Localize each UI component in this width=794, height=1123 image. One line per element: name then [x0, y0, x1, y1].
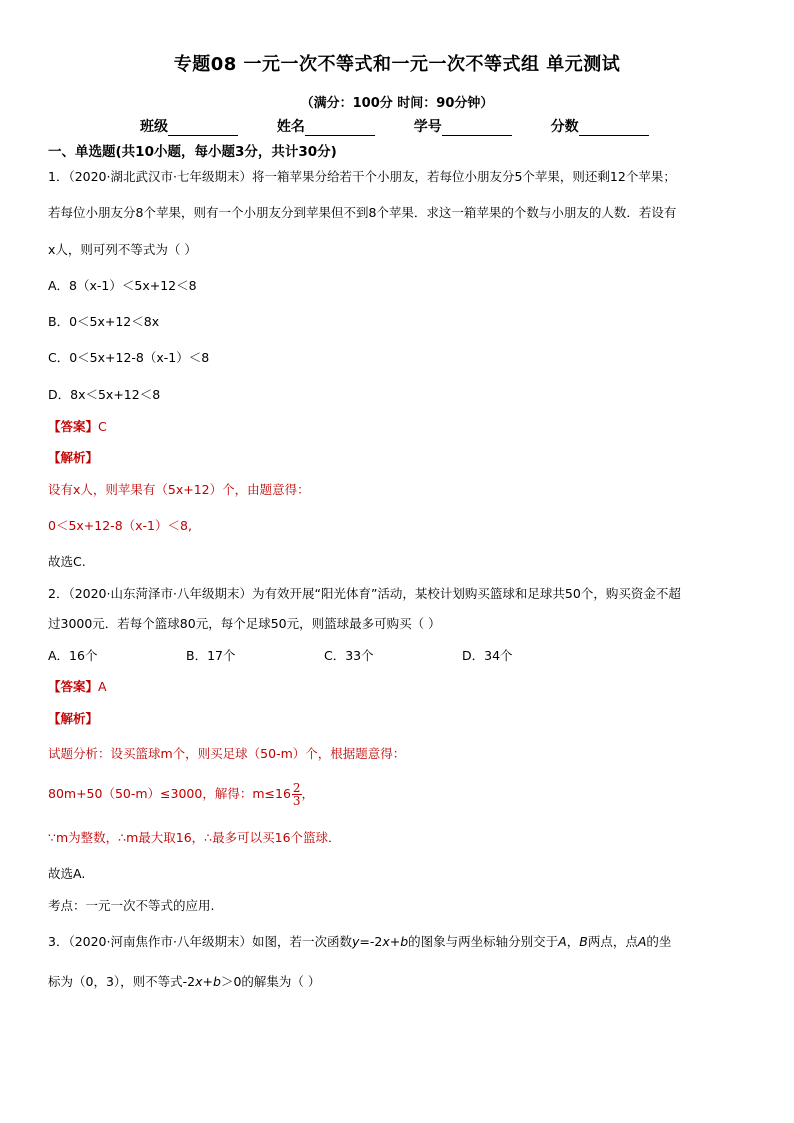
- q1-solution-line2: 0＜5x+12-8（x-1）＜8,: [48, 518, 192, 533]
- fraction-two-thirds: [292, 782, 302, 807]
- q3-var-x: x: [382, 934, 390, 949]
- q3-line2-var-x: x: [195, 974, 203, 989]
- info-class-label: 班级: [140, 119, 168, 135]
- q1-option-b: B．0＜5x+12＜8x: [48, 314, 160, 329]
- q3-var-y: y: [351, 934, 360, 949]
- q3-point-a-2: A: [637, 934, 647, 949]
- q3-line1-part-b: =-2: [359, 934, 383, 949]
- q3-var-b: b: [400, 934, 409, 949]
- q3-line2-part-a: 标为（0，3），则不等式-2: [48, 974, 196, 989]
- q3-stem-line2: [48, 974, 320, 990]
- q3-line1-comma: ，: [566, 934, 580, 949]
- q1-option-c: C．0＜5x+12-8（x-1）＜8: [48, 350, 210, 365]
- q1-stem-line2: 若每位小朋友分8个苹果，则有一个小朋友分到苹果但不到8个苹果．求这一箱苹果的个数与小朋友的人数．若设有: [48, 205, 677, 220]
- info-score-blank: [579, 121, 649, 136]
- q3-point-a: A: [558, 934, 567, 949]
- q3-line1-plus: +: [389, 934, 401, 949]
- q1-stem-line3: x人，则可列不等式为（ ）: [48, 242, 197, 257]
- info-class-blank: [168, 121, 238, 136]
- q2-stem-line1: 2．（2020·山东菏泽市·八年级期末）为有效开展“阳光体育”活动，某校计划购买篮球和足球共50个，购买资金不超: [48, 586, 681, 601]
- q2-solution-line2: [48, 779, 314, 809]
- q3-line1-part-a: 3．（2020·河南焦作市·八年级期末）如图，若一次函数: [48, 934, 352, 949]
- q1-answer: [48, 419, 107, 435]
- q1-answer-value: C: [98, 419, 107, 434]
- q3-stem-line1: [48, 934, 671, 950]
- info-number: [414, 116, 512, 136]
- q1-option-d: D．8x＜5x+12＜8: [48, 387, 161, 402]
- info-score-label: 分数: [550, 119, 579, 135]
- q2-option-a: A．16个: [48, 648, 98, 663]
- q2-options: [48, 648, 513, 664]
- q2-topic-note: 考点：一元一次不等式的应用.: [48, 898, 215, 913]
- q2-answer-label: 【答案】: [48, 679, 99, 694]
- q2-stem-line2: 过3000元．若每个篮球80元，每个足球50元，则篮球最多可购买（ ）: [48, 616, 441, 631]
- page-title: 专题08 一元一次不等式和一元一次不等式组 单元测试: [173, 54, 621, 75]
- q2-option-d: D．34个: [462, 648, 513, 663]
- q2-solution-line2-text: 80m+50（50-m）≤3000，解得：m≤16: [48, 786, 291, 801]
- q1-analysis-label: 【解析】: [48, 450, 99, 465]
- q2-option-c: C．33个: [324, 648, 374, 663]
- q1-option-a: A．8（x-1）＜5x+12＜8: [48, 278, 197, 293]
- info-score: [551, 116, 649, 136]
- student-info-row: [140, 116, 700, 136]
- q2-solution-line1: 试题分析：设买篮球m个，则买足球（50-m）个，根据题意得：: [48, 746, 406, 761]
- q2-answer-value: A: [98, 679, 107, 694]
- q1-answer-label: 【答案】: [48, 419, 99, 434]
- q2-option-b: B．17个: [186, 648, 236, 663]
- q2-solution-line2-tail: ，: [301, 786, 315, 801]
- q2-solution-line3: ∵m为整数，∴m最大取16，∴最多可以买16个篮球．: [48, 830, 341, 845]
- page-subtitle: （满分：100分 时间：90分钟）: [300, 96, 494, 111]
- q2-answer: [48, 679, 107, 695]
- q3-point-b: B: [579, 934, 588, 949]
- info-name: [277, 116, 375, 136]
- info-name-label: 姓名: [276, 119, 305, 135]
- q1-solution-line3: 故选C.: [48, 554, 86, 569]
- info-class: [140, 116, 238, 136]
- q2-solution-line4: 故选A.: [48, 866, 86, 881]
- q2-analysis-label: 【解析】: [48, 711, 99, 726]
- fraction-numerator: 2: [292, 781, 301, 795]
- q3-line2-plus: +: [202, 974, 214, 989]
- q1-solution-line1: 设有x人，则苹果有（5x+12）个，由题意得：: [48, 482, 310, 497]
- q1-stem-line1: 1．（2020·湖北武汉市·七年级期末）将一箱苹果分给若干个小朋友，若每位小朋友分5个苹果，则还剩12个苹果；: [48, 169, 676, 184]
- q3-line1-part-f: 两点，点: [587, 934, 638, 949]
- section-heading: 一、单选题(共10小题，每小题3分，共计30分): [48, 144, 337, 160]
- q3-line2-var-b: b: [213, 974, 221, 989]
- info-number-label: 学号: [413, 119, 442, 135]
- info-number-blank: [442, 121, 512, 136]
- q3-line2-part-c: ＞0的解集为（ ）: [220, 974, 321, 989]
- q3-line1-part-d: 的图象与两坐标轴分别交于: [408, 934, 559, 949]
- q3-line1-part-g: 的坐: [646, 934, 672, 949]
- info-name-blank: [305, 121, 375, 136]
- fraction-denominator: 3: [292, 794, 301, 808]
